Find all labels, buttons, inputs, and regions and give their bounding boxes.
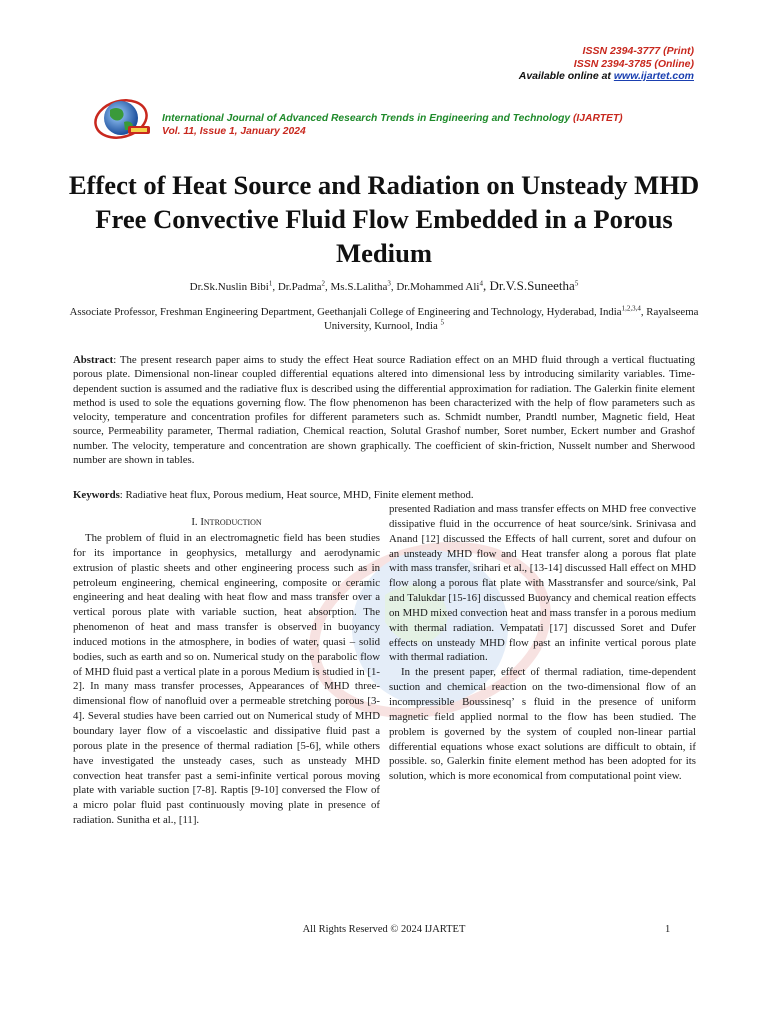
author-1-sup: 1 [268, 279, 273, 288]
affiliation-1-sup: 1,2,3,4 [621, 304, 641, 313]
author-list [40, 279, 728, 294]
affiliation-1: Associate Professor, Freshman Engineering Department, Geethanjali College of Engineering and Technology, Hyderabad, India [69, 306, 622, 318]
keywords [73, 488, 695, 502]
affiliation [60, 305, 708, 333]
page-number: 1 [665, 924, 671, 935]
journal-info [162, 112, 623, 138]
section-title: Introduction [200, 516, 262, 528]
author-4-sup: 4 [479, 279, 483, 288]
section-heading-introduction [73, 515, 380, 529]
affiliation-2: , Rayalseema University, Kurnool, India [323, 306, 699, 332]
keywords-text: : Radiative heat flux, Porous medium, Heat source, MHD, Finite element method. [119, 489, 474, 501]
journal-volume: Vol. 11, Issue 1, January 2024 [162, 126, 306, 137]
author-5: , Dr.V.S.Suneetha [482, 278, 575, 293]
journal-name-line [162, 112, 623, 125]
issn-print: ISSN 2394-3777 (Print) [582, 45, 694, 57]
author-2-sup: 2 [321, 279, 326, 288]
available-prefix: Available online at [518, 70, 614, 82]
author-3: , Ms.S.Lalitha [325, 281, 388, 293]
intro-paragraph-3: In the present paper, effect of thermal radiation, time-dependent suction and chemical reaction on the two-dimensional flow of an incompressible Boussinesq’ s fluid in the presence of uniform magnetic field applied normal to the flow has been studied. The problem is governed by the system of coupled non-linear partial differential equations whose exact solutions are difficult to obtain, if possible. so, Galerkin finite element method has been adopted for its solution, which is more economical from computational point view. [389, 666, 696, 783]
footer-rights: All Rights Reserved © 2024 IJARTET [302, 924, 466, 935]
author-4: , Dr.Mohammed Ali [390, 281, 480, 293]
abstract [73, 353, 695, 467]
affiliation-2-sup: 5 [440, 318, 445, 327]
section-number: I. [191, 516, 201, 528]
issn-online: ISSN 2394-3785 (Online) [573, 57, 694, 70]
intro-left-column [73, 531, 380, 828]
abstract-label: Abstract [73, 354, 114, 366]
author-1: Dr.Sk.Nuslin Bibi [189, 281, 269, 293]
author-2: , Dr.Padma [272, 281, 322, 293]
paper-title: Effect of Heat Source and Radiation on Unsteady MHD Free Convective Fluid Flow Embedded in a Porous Medium [68, 170, 700, 268]
abstract-text: : The present research paper aims to study the effect Heat source Radiation effect on an MHD fluid through a vertical fluctuating porous plate. Dimensional non-linear coupled differential equations altered into dimensional less by introducing similarity variables. Time-dependent suction is assumed and the radiative flux is described using the differential approximation for radiation. The Galerkin finite element method is used to sole the equations governing flow. The flow phenomenon has been characterized with the help of flow parameters such as velocity, temperature and concentration profiles for different parameters such as. Schmidt number, Prandtl number, Magnetic field, Heat source, Permeability parameter, Thermal radiation, Chemical reaction, Solutal Grashof number, Soret number, Eckert number and Grashof number. The velocity, temperature and concentration are shown graphically. The coefficient of skin-friction, Nusselt number and Sherwood number are shown in tables. [73, 354, 695, 467]
intro-right-column [389, 502, 696, 784]
author-3-sup: 3 [387, 279, 391, 288]
intro-paragraph-2: presented Radiation and mass transfer effects on MHD free convective dissipative fluid in the occurrence of heat source/sink. Srinivasa and Anand [12] discussed the Effects of hall current, soret and dufour on an unsteady MHD flow and Heat transfer along a porous flat plate with mass transfer, srihari et al., [13-14] discussed Hall effect on MHD flow along a porous flat plate with Masstransfer and source/sink, Pal and Talukdar [15-16] discussed Buoyancy and chemical reation effects on MHD mixed convection heat and mass transfer in a porous medium with thermal radiation. Vempatati [17] discussed Soret and Dufer effects on unsteady MHD flow past an infinite vertical porous plate with thermal radiation. [389, 503, 696, 664]
issn-block [519, 45, 694, 83]
availability-line [519, 70, 694, 83]
globe-logo-icon [88, 92, 158, 144]
author-5-sup: 5 [574, 279, 579, 288]
website-link[interactable]: www.ijartet.com [613, 70, 694, 82]
keywords-label: Keywords [73, 489, 120, 501]
journal-name: International Journal of Advanced Research Trends in Engineering and Technology [162, 113, 573, 124]
intro-paragraph-1: The problem of fluid in an electromagnetic field has been studies for its importance in geophysics, metallurgy and aerodynamic extrusion of plastic sheets and other engineering process such as in petroleum engineering, chemical engineering, composite or ceramic engineering and heat dealing with heat flow and mass transfer over a vertical porous plate with variable suction, heat absorption. The phenomenon of heat and mass transfer is observed in buoyancy induced motions in the atmosphere, in bodies of water, quasi – solid bodies, such as earth and so on. Numerical study on the parabolic flow of MHD fluid past a vertical plate in a porous Medium is studied in [1-2]. In many mass transfer processes, Appearances of MHD three-dimensional flow of nanofluid over a permeable stretching porous [3-4]. Several studies have been carried out on Numerical study of MHD boundary layer flow of a viscoelastic and dissipative fluid past a porous plate in the presence of thermal radiation [5-6], while others have investigated the unsteady cases, such as unsteady MHD convection heat transfer past a semi-infinite vertical porous moving plate with variable suction [7-8]. Raptis [9-10] conversed the Flow of a micro polar fluid past continuously moving plate in presence of radiation. Sunitha et al., [11]. [73, 532, 380, 827]
journal-abbr: (IJARTET) [573, 113, 623, 124]
